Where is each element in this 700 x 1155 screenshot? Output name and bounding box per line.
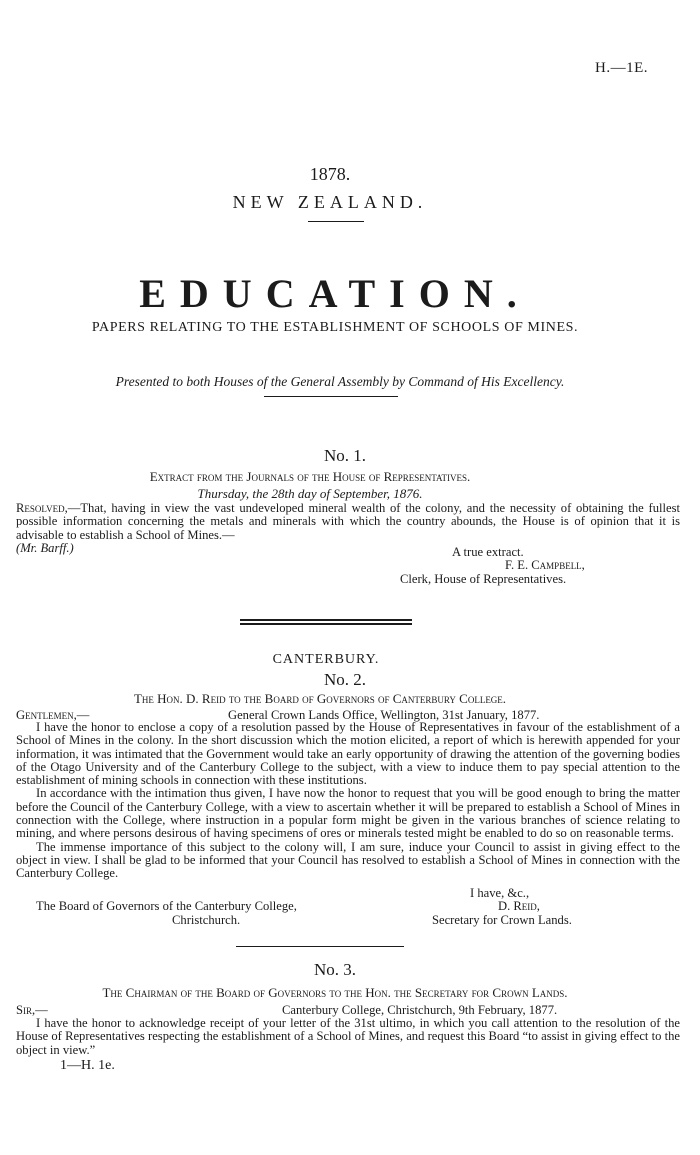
signature-mark: 1—H. 1e. [60,1058,115,1073]
main-title: EDUCATION. [139,271,531,316]
doc2-paragraph-3: The immense importance of this subject to the colony will, I am sure, induce your Council to assist in giving effect to the object in view. I shall be glad to be informed that your Council has resolved to establish a School of Mines in connection with the Canterbury College. [16,839,680,881]
doc3-number: No. 3. [313,960,357,979]
subtitle: PAPERS RELATING TO THE ESTABLISHMENT OF SCHOOLS OF MINES. [91,320,579,335]
doc1-resolution [16,502,680,555]
doc1-heading: Extract from the Journals of the House of Representatives. [149,469,471,484]
doc3-salutation: Sir,— [16,1003,48,1017]
doc1-number: No. 1. [323,446,367,465]
doc1-date: Thursday, the 28th day of September, 1876. [197,486,423,501]
country-heading: NEW ZEALAND. [232,192,428,212]
divider-short [308,221,364,222]
presentation-note: Presented to both Houses of the General Assembly by Command of His Excellency. [115,374,565,389]
doc2-closing: I have, &c., [470,886,530,900]
doc3-paragraph-1: I have the honor to acknowledge receipt of your letter of the 31st ultimo, in which you call attention to the resolution of the House of Representatives respecting the establishment of a School of Mines, and request this Board “to assist in giving effect to the object in view.” [16,1016,680,1057]
document-year: 1878. [309,164,351,184]
doc2-salutation: Gentlemen,— [16,708,90,722]
doc3-heading: The Chairman of the Board of Governors to the Hon. the Secretary for Crown Lands. [102,985,568,1000]
paper-reference: H.—1E. [595,60,648,76]
mover: (Mr. Barff.) [16,540,74,555]
doc2-number: No. 2. [323,670,367,689]
doc3-body [16,1017,680,1057]
resolution-text: —That, having in view the vast undeveloped mineral wealth of the colony, and the necessity of obtaining the fullest possible information concerning the metals and minerals with which the country abounds, the House is of opinion that it is advisable to establish a School of Mines.— [16,501,680,542]
region-heading: CANTERBURY. [272,652,380,667]
doc2-body [16,721,680,881]
doc2-paragraph-2: In accordance with the intimation thus given, I have now the honor to request that you will be good enough to bring the matter before the Council of the Canterbury College, with a view to ascertain whether it will be prepared to establish a School of Mines in connection with the College, where instruction in a popular form might be given in the various branches of science relating to mining, and where persons desirous of having specimens of ores or minerals tested might be enabled to do so on reasonable terms. [16,786,680,841]
extract-note: A true extract. [452,545,524,559]
doc3-address: Canterbury College, Christchurch, 9th February, 1877. [282,1003,558,1017]
divider-section [240,619,412,621]
divider-doc3 [236,946,404,947]
divider-section-2 [240,623,412,625]
doc2-addressee-place: Christchurch. [172,913,241,927]
doc2-signer-title: Secretary for Crown Lands. [432,913,572,927]
doc1-signer: F. E. Campbell, [505,558,585,572]
resolved-label: Resolved, [16,501,68,515]
doc2-address: General Crown Lands Office, Wellington, 31st January, 1877. [228,708,540,722]
doc2-heading: The Hon. D. Reid to the Board of Governors of Canterbury College. [133,691,507,706]
doc2-paragraph-1: I have the honor to enclose a copy of a resolution passed by the House of Representatives in favour of the establishment of a School of Mines in the colony. In the short discussion which the motion elicited, a report of which is herewith appended for your information, it was intimated that the Government would take an early opportunity of drawing the attention of the governing bodies of the Otago University and of the Canterbury College to the subject, with a view to induce them to pay special attention to the establishment of mining schools in connection with these institutions. [16,720,680,788]
divider-presented [264,396,398,397]
doc2-addressee: The Board of Governors of the Canterbury College, [36,899,297,913]
doc2-signer: D. Reid, [498,899,540,913]
doc1-signer-title: Clerk, House of Representatives. [400,572,567,586]
